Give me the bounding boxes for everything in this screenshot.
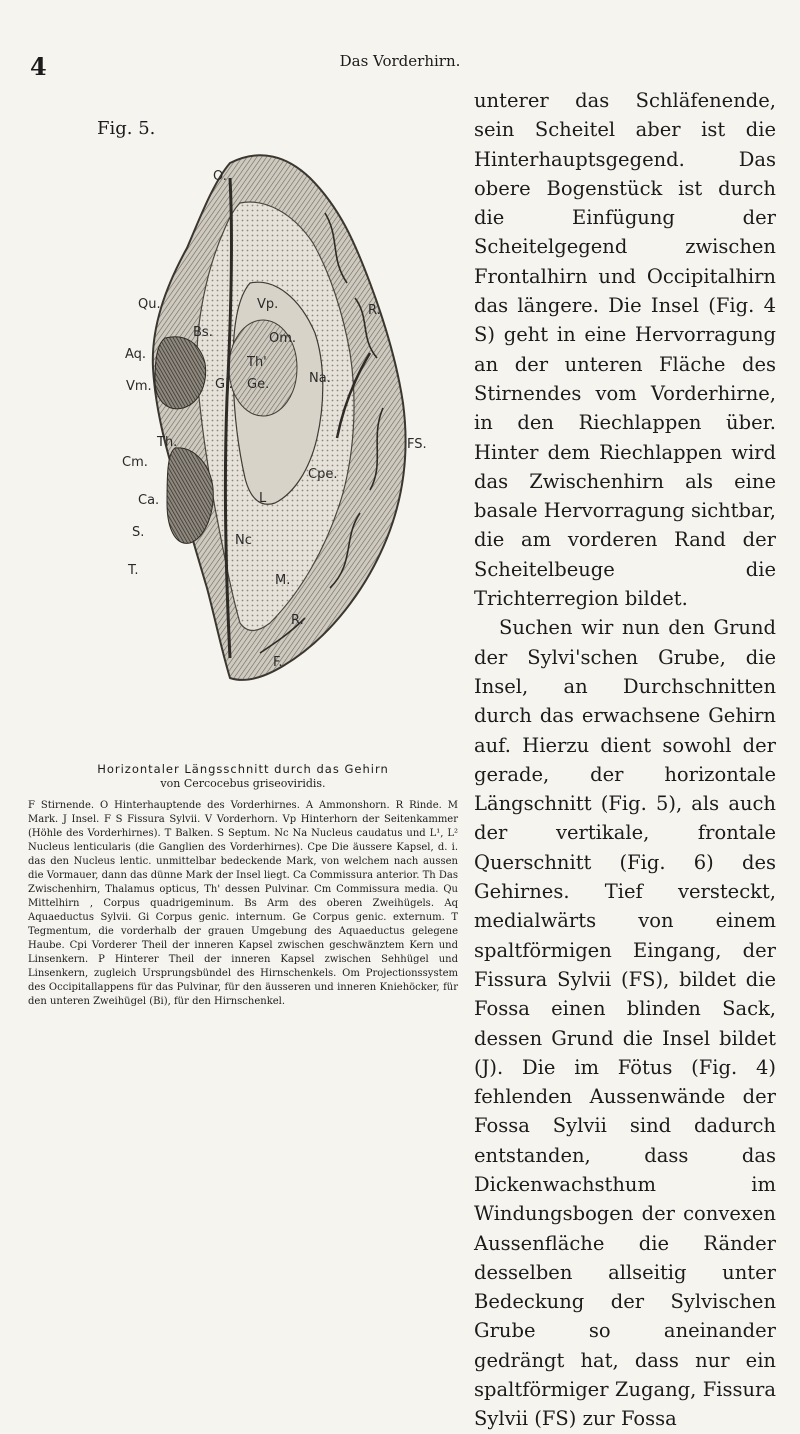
letter-om: Om. bbox=[269, 331, 297, 346]
letter-m: M. bbox=[275, 573, 291, 588]
letter-gi: Gi. bbox=[215, 377, 233, 392]
caption-subtitle: von Cercocebus griseoviridis. bbox=[160, 777, 326, 790]
left-structures bbox=[155, 337, 206, 409]
letter-na: Na. bbox=[309, 371, 331, 386]
letter-qu: Qu. bbox=[138, 297, 161, 312]
letter-cm: Cm. bbox=[122, 455, 148, 470]
letter-s: S. bbox=[132, 525, 145, 540]
brain-section-figure bbox=[25, 118, 460, 698]
letter-cpe: Cpe. bbox=[308, 467, 338, 482]
letter-vm: Vm. bbox=[126, 379, 152, 394]
body-text bbox=[474, 86, 776, 1434]
figure-label: Fig. 5. bbox=[97, 118, 156, 139]
letter-th-prime: Th' bbox=[247, 355, 267, 370]
caption-title: Horizontaler Längsschnitt durch das Gehirn bbox=[97, 762, 389, 776]
paragraph-1: unterer das Schläfenende, sein Scheitel aber ist die Hinterhauptsgegend. Das obere Bogenstück ist durch die Einfügung der Scheitelgegend zwischen Frontalhirn und Occipitalhirn das längere. Die Insel (Fig. 4 S) geht in eine Hervorragung an der unteren Fläche des Stirnendes vom Vorderhirne, in den Riechlappen über. Hinter dem Riechlappen wird das Zwischenhirn als eine basale Hervorragung sichtbar, die am vorderen Rand der Scheitelbeuge die Trichterregion bildet. bbox=[474, 89, 776, 611]
figure-caption bbox=[28, 762, 458, 1009]
letter-aq: Aq. bbox=[125, 347, 147, 362]
letter-f: F. bbox=[273, 655, 283, 670]
letter-ge: Ge. bbox=[247, 377, 270, 392]
letter-l: L bbox=[259, 491, 267, 506]
running-title: Das Vorderhirn. bbox=[339, 52, 461, 70]
page-number: 4 bbox=[30, 52, 47, 81]
letter-th: Th. bbox=[157, 435, 178, 450]
letter-vp: Vp. bbox=[257, 297, 279, 312]
letter-r: R. bbox=[368, 303, 381, 318]
letter-o: O. bbox=[213, 169, 227, 184]
letter-bs: Bs. bbox=[193, 325, 213, 340]
caption-legend: F Stirnende. O Hinterhauptende des Vorderhirnes. A Ammonshorn. R Rinde. M Mark. J Insel. F S Fissura Sylvii. V Vorderhorn. Vp Hinterhorn der Seitenkammer (Höhle des Vorderhirnes). T Balken. S Septum. Nc Na Nucleus caudatus und L¹, L² Nucleus lenticularis (die Ganglien des Vorderhirnes). Cpe Die äussere Kapsel, d. i. das den Nucleus lentic. unmittelbar bedeckende Mark, von welchem nach aussen die Vormauer, dann das dünne Mark der Insel liegt. Ca Commissura anterior. Th Das Zwischenhirn, Thalamus opticus, Th' dessen Pulvinar. Cm Commissura media. Qu Mittelhirn , Corpus quadrigeminum. Bs Arm des oberen Zweihügels. Aq Aquaeductus Sylvii. Gi Corpus genic. internum. Ge Corpus genic. externum. T Tegmentum, die vorderhalb der grauen Umgebung des Aquaeductus gelegene Haube. Cpi Vorderer Theil der inneren Kapsel zwischen geschwänztem Kern und Linsenkern. P Hinterer Theil der inneren Kapsel zwischen Sehhügel und Linsenkern, zugleich Ursprungsbündel des Hirnschenkels. Om Projectionssystem des Occipitallappens für das Pulvinar, für den äusseren und inneren Kniehöcker, für den unteren Zweihügel (Bi), für den Hirnschenkel. bbox=[28, 800, 458, 1007]
letter-r-lower: R. bbox=[291, 613, 304, 628]
letter-fs: FS. bbox=[407, 437, 427, 452]
letter-nc: Nc bbox=[235, 533, 252, 548]
letter-ca: Ca. bbox=[138, 493, 160, 508]
paragraph-2: Suchen wir nun den Grund der Sylvi'schen Grube, die Insel, an Durchschnitten durch das erwachsene Gehirn auf. Hierzu dient sowohl der gerade, der horizontale Längschnitt (Fig. 5), als auch der vertikale, frontale Querschnitt (Fig. 6) des Gehirnes. Tief versteckt, medialwärts von einem spaltförmigen Eingang, der Fissura Sylvii (FS), bildet die Fossa einen blinden Sack, dessen Grund die Insel bildet (J). Die im Fötus (Fig. 4) fehlenden Aussenwände der Fossa Sylvii sind dadurch entstanden, dass das Dickenwachsthum im Windungsbogen der convexen Aussenfläche die Ränder desselben allseitig unter Bedeckung der Sylvischen Grube so aneinander gedrängt hat, dass nur ein spaltförmiger Zugang, Fissura Sylvii (FS) zur Fossa bbox=[474, 616, 776, 1431]
letter-t: T. bbox=[128, 563, 139, 578]
brain-section-illustration bbox=[25, 118, 460, 698]
